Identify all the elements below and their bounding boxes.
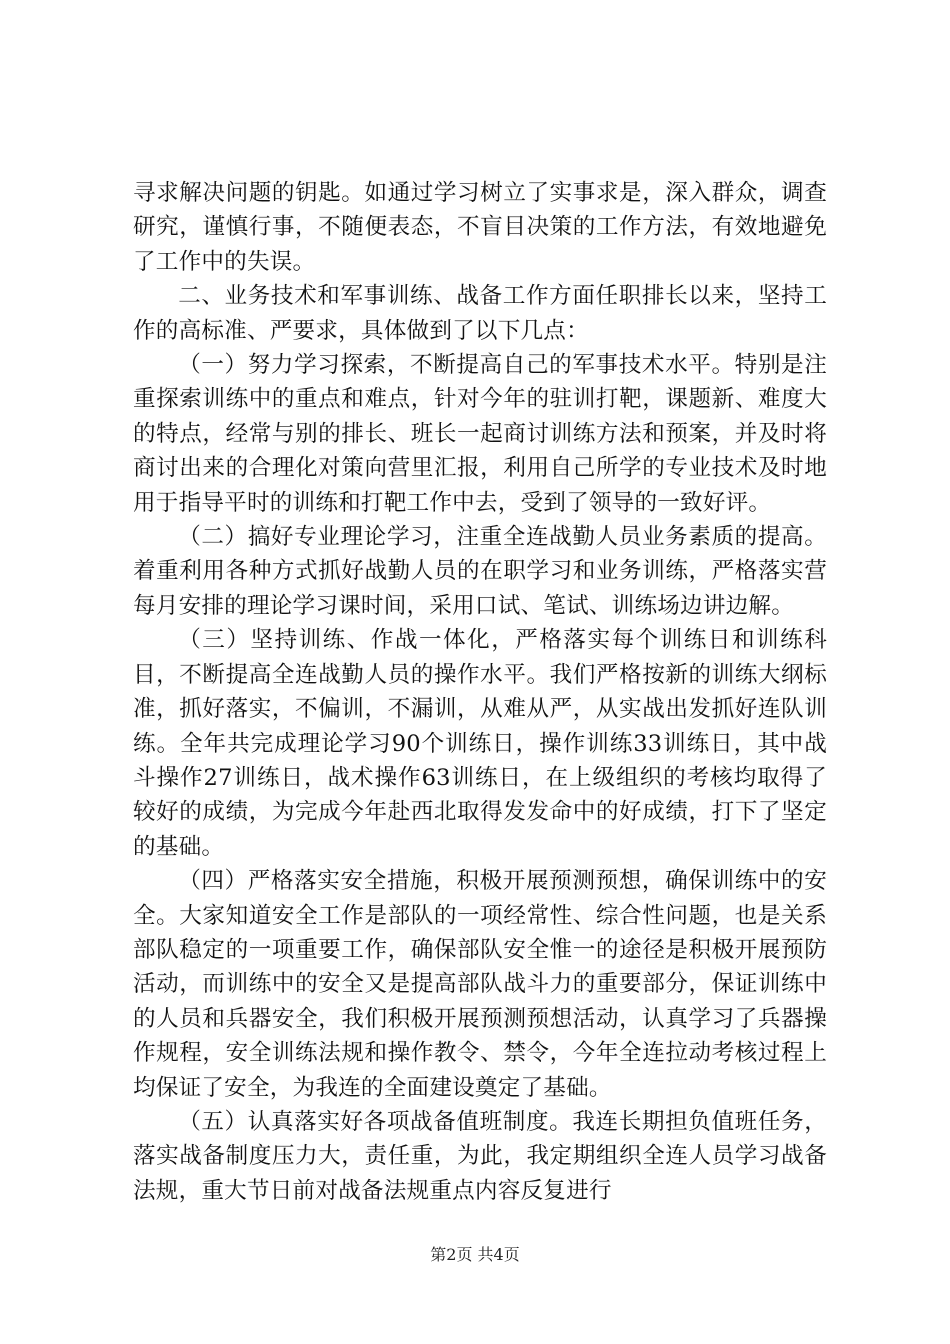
paragraph-7: （五）认真落实好各项战备值班制度。我连长期担负值班任务，落实战备制度压力大，责任重，为此，我定期组织全连人员学习战备法规，重大节日前对战备法规重点内容反复进行 bbox=[133, 1108, 827, 1204]
paragraph-1: 寻求解决问题的钥匙。如通过学习树立了实事求是，深入群众，调查研究，谨慎行事，不随便表态，不盲目决策的工作方法，有效地避免了工作中的失误。 bbox=[133, 180, 827, 275]
paragraph-5: （三）坚持训练、作战一体化，严格落实每个训练日和训练科目，不断提高全连战勤人员的操作水平。我们严格按新的训练大纲标准，抓好落实，不偏训，不漏训，从难从严，从实战出发抓好连队训练。全年共完成理论学习90个训练日，操作训练33训练日，其中战斗操作27训练日，战术操作63训练日，在上级组织的考核均取得了较好的成绩，为完成今年赴西北取得发发命中的好成绩，打下了坚定的基础。 bbox=[133, 627, 827, 860]
paragraph-2: 二、业务技术和军事训练、战备工作方面任职排长以来，坚持工作的高标准、严要求，具体做到了以下几点： bbox=[133, 283, 827, 344]
page-number-footer: 第2页 共4页 bbox=[430, 1245, 520, 1264]
paragraph-6: （四）严格落实安全措施，积极开展预测预想，确保训练中的安全。大家知道安全工作是部队的一项经常性、综合性问题，也是关系部队稳定的一项重要工作，确保部队安全惟一的途径是积极开展预防活动，而训练中的安全又是提高部队战斗力的重要部分，保证训练中的人员和兵器安全，我们积极开展预测预想活动，认真学习了兵器操作规程，安全训练法规和操作教令、禁令，今年全连拉动考核过程上均保证了安全，为我连的全面建设奠定了基础。 bbox=[133, 868, 827, 1101]
paragraph-3: （一）努力学习探索，不断提高自己的军事技术水平。特别是注重探索训练中的重点和难点，针对今年的驻训打靶，课题新、难度大的特点，经常与别的排长、班长一起商讨训练方法和预案，并及时将商讨出来的合理化对策向营里汇报，利用自己所学的专业技术及时地用于指导平时的训练和打靶工作中去，受到了领导的一致好评。 bbox=[133, 352, 827, 516]
document-body bbox=[133, 176, 827, 1208]
paragraph-4: （二）搞好专业理论学习，注重全连战勤人员业务素质的提高。着重利用各种方式抓好战勤人员的在职学习和业务训练，严格落实营每月安排的理论学习课时间，采用口试、笔试、训练场边讲边解。 bbox=[133, 524, 827, 619]
